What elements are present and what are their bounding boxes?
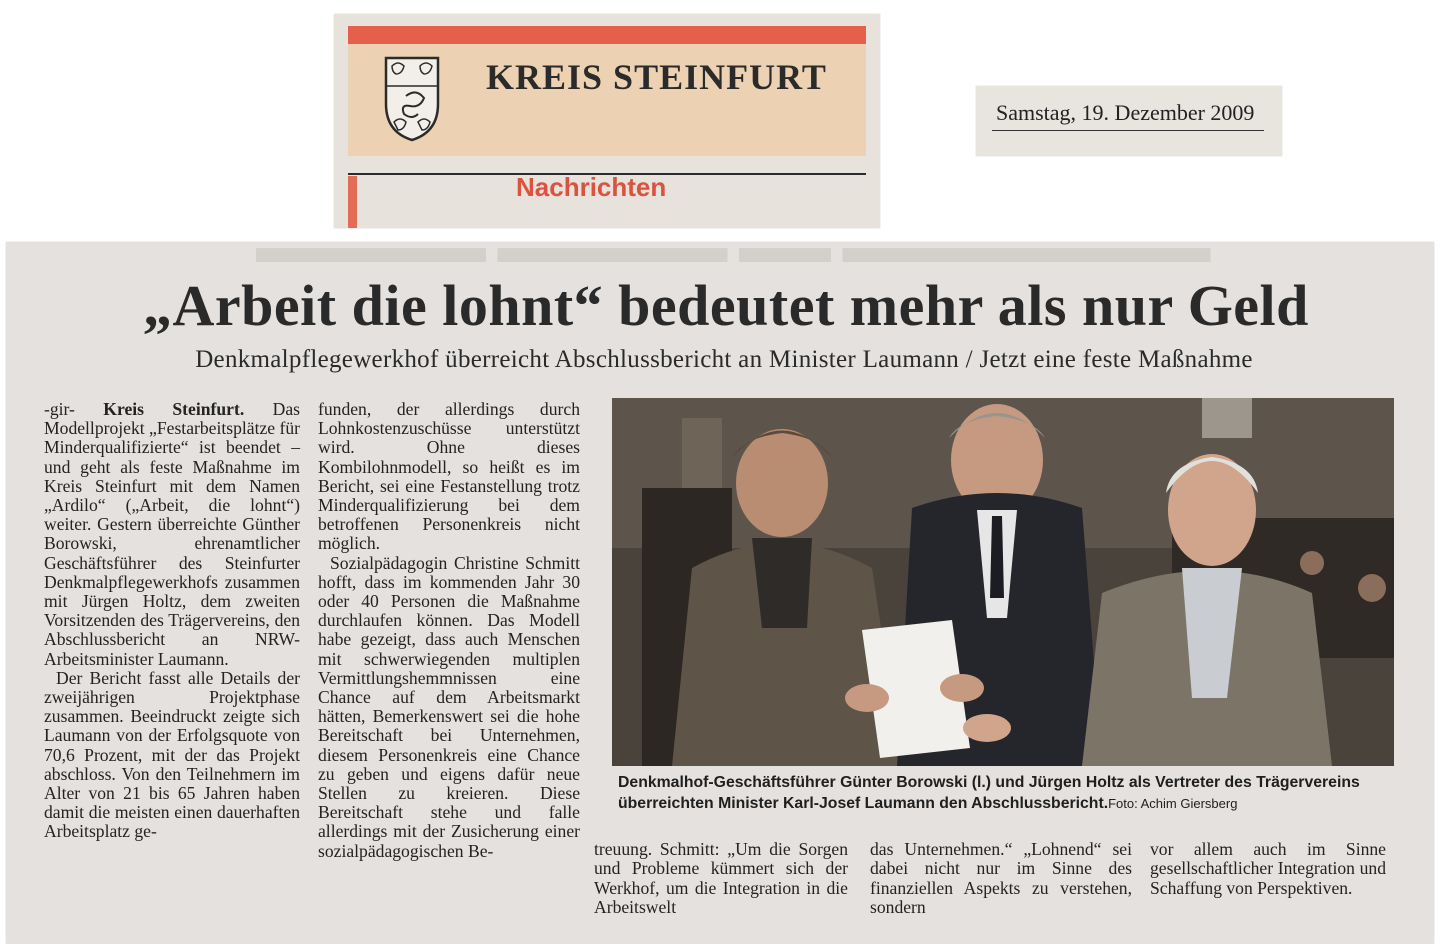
byline: -gir- [44, 399, 75, 419]
section-marker [348, 176, 357, 228]
article-column-4: das Unternehmen.“ „Lohnend“ sei dabei nicht nur im Sinne des finanziellen Aspekts zu verstehen, sondern [870, 839, 1132, 918]
photo-caption [618, 772, 1398, 814]
dateline: Kreis Steinfurt. [103, 399, 245, 419]
article-column-1 [44, 400, 300, 842]
article-paragraph: Der Bericht fasst alle Details der zweijährigen Projektphase zusammen. Beeindruckt zeigte sich Laumann von der Erfolgsquote von 70,6 Prozent, mit der das Projekt abschloss. Von den Teilnehmern im Alter von 21 bis 65 Jahren haben damit die meisten einen dauerhaften Arbeitsplatz ge- [44, 667, 300, 842]
photo-three-men-handover [612, 398, 1394, 766]
publication-date: Samstag, 19. Dezember 2009 [996, 100, 1255, 125]
article-paragraph [44, 400, 300, 669]
caption-text: Denkmalhof-Geschäftsführer Günter Borowski (l.) und Jürgen Holtz als Vertreter des Trägervereins überreichten Minister Karl-Josef Laumann den Abschlussbericht. [618, 774, 1360, 812]
masthead-title: KREIS STEINFURT [486, 57, 827, 97]
photo-credit: Foto: Achim Giersberg [1108, 796, 1238, 811]
section-label: Nachrichten [516, 172, 667, 202]
article-paragraph: funden, der allerdings durch Lohnkostenzuschüsse unterstützt wird. Ohne dieses Kombilohnmodell, so heißt es im Bericht, sei eine Festanstellung trotz Minderqualifizierung bei dem betroffenen Personenkreis nicht möglich. [318, 399, 580, 554]
masthead-red-bar [348, 26, 866, 44]
bleed-through: ▬▬▬▬▬ ▬▬▬▬▬ ▬▬ ▬▬▬▬▬▬▬▬ [256, 242, 1211, 272]
date-clipping [976, 86, 1282, 156]
subheadline: Denkmalpflegewerkhof überreicht Abschlussbericht an Minister Laumann / Jetzt eine feste Maßnahme [195, 346, 1253, 373]
article-clipping [6, 242, 1434, 944]
newspaper-masthead [334, 14, 880, 228]
paragraph-text: Das Modellprojekt „Festarbeitsplätze für Minderqualifizierte“ ist beendet – und geht als feste Maßnahme im Kreis Steinfurt mit dem Namen „Ardilo“ („Arbeit, die lohnt“) weiter. Gestern überreichte Günther Borowski, ehrenamtlicher Geschäftsführer des Steinfurter Denkmalpflegewerkhofs zusammen mit Jürgen Holtz, dem zweiten Vorsitzenden des Trägervereins, den Abschlussbericht an NRW-Arbeitsminister Laumann. [44, 399, 301, 669]
article-photo [612, 398, 1394, 766]
article-column-3: treuung. Schmitt: „Um die Sorgen und Probleme kümmert sich der Werkhof, um die Integration in die Arbeitswelt [594, 839, 848, 918]
article-paragraph: Sozialpädagogin Christine Schmitt hofft, dass im kommenden Jahr 30 oder 40 Personen die Maßnahme durchlaufen können. Das Modell habe gezeigt, dass auch Menschen mit schwerwiegenden multiplen Vermittlungshemmnissen eine Chance auf dem Arbeitsmarkt hätten, Bemerkenswert sei die hohe Bereitschaft bei Unternehmen, diesem Personenkreis eine Chance zu geben und eigens dafür neue Stellen zu kreieren. Diese Bereitschaft stehe und falle allerdings mit der Zusicherung einer sozialpädagogischen Be- [318, 552, 580, 861]
article-column-2 [318, 400, 580, 861]
coat-of-arms-icon [380, 52, 444, 144]
headline: „Arbeit die lohnt“ bedeutet mehr als nur Geld [143, 273, 1309, 338]
date-rule [992, 130, 1264, 131]
article-column-5: vor allem auch im Sinne gesellschaftlicher Integration und Schaffung von Perspektiven. [1150, 839, 1386, 898]
